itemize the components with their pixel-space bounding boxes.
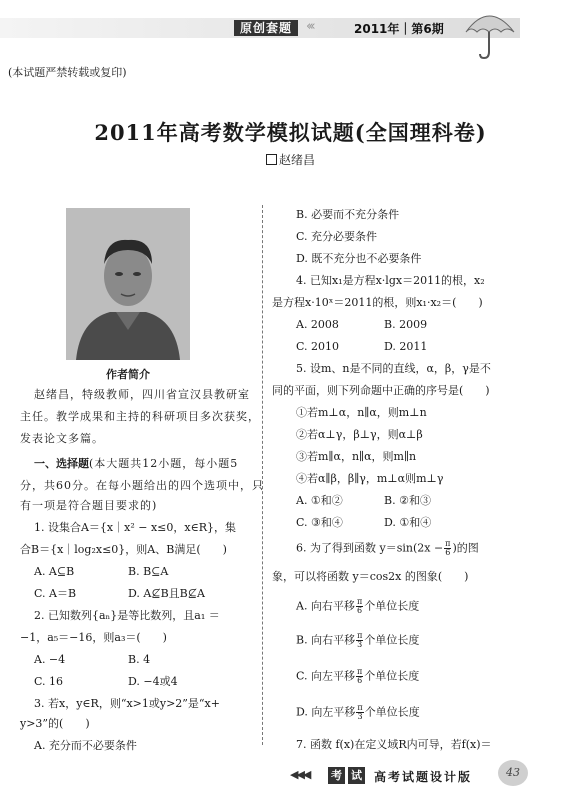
q4-option-d: D. 2011 bbox=[384, 340, 428, 353]
q3-option-d: D. 既不充分也不必要条件 bbox=[296, 252, 422, 265]
fraction-denominator: 6 bbox=[357, 676, 363, 685]
q6-option-d-text: D. 向左平移 bbox=[296, 705, 356, 719]
q4-stem-2: 是方程x·10ˣ＝2011的根，则x₁·x₂＝( ) bbox=[272, 296, 483, 309]
q2-option-b: B. 4 bbox=[128, 653, 151, 666]
section-intro-2: 分，共60分。在每小题给出的四个选项中，只 bbox=[20, 479, 264, 492]
footer-badge-1: 考 bbox=[328, 767, 345, 784]
q5-option-c: C. ③和④ bbox=[296, 516, 343, 529]
q5-statement-3: ③若m∥α，n∥α，则m∥n bbox=[296, 450, 417, 463]
q2-option-a: A. −4 bbox=[34, 653, 66, 666]
q1-option-d: D. A⊈B且B⊈A bbox=[128, 587, 205, 600]
q2-option-d: D. −4或4 bbox=[128, 675, 178, 688]
q5-option-b: B. ②和③ bbox=[384, 494, 431, 507]
bio-line-3: 发表论文多篇。 bbox=[20, 432, 104, 445]
section-intro-3: 有一项是符合题目要求的) bbox=[20, 499, 158, 512]
q4-option-b: B. 2009 bbox=[384, 318, 428, 331]
unit-suffix: 个单位长度 bbox=[364, 599, 420, 613]
chevron-decoration: ‹‹‹ bbox=[306, 19, 313, 34]
issue-label: 2011年｜第6期 bbox=[354, 22, 444, 36]
q6-stem-2: 象，可以将函数 y＝cos2x 的图象( ) bbox=[272, 570, 469, 583]
paper-title: 2011年高考数学模拟试题(全国理科卷) bbox=[94, 120, 487, 145]
q5-stem-1: 5. 设m、n是不同的直线，α，β，γ是不 bbox=[296, 362, 491, 375]
copyright-notice: (本试题严禁转载或复印) bbox=[8, 66, 127, 79]
q6-option-a-text: A. 向右平移 bbox=[296, 599, 355, 613]
q5-option-d: D. ①和④ bbox=[384, 516, 432, 529]
page-number: 43 bbox=[498, 760, 528, 786]
q1-stem-2: 合B＝{x｜log₂x≤0}，则A、B满足( ) bbox=[20, 543, 227, 556]
fraction-pi-6 bbox=[356, 668, 363, 685]
author-line bbox=[0, 151, 581, 168]
q1-option-a: A. A⊆B bbox=[34, 565, 75, 578]
bio-line-2: 主任。教学成果和主持的科研项目多次获奖， bbox=[20, 410, 260, 423]
q6-option-d bbox=[296, 704, 420, 721]
fraction-denominator: 3 bbox=[357, 712, 363, 721]
section-intro: (本大题共12小题，每小题5 bbox=[89, 457, 239, 470]
q1-stem-1: 1. 设集合A＝{x｜x² − x≤0，x∈R}，集 bbox=[34, 521, 237, 534]
q5-stem-2: 同的平面，则下列命题中正确的序号是( ) bbox=[272, 384, 490, 397]
section-heading-line bbox=[34, 457, 238, 471]
q4-option-a: A. 2008 bbox=[296, 318, 339, 331]
fraction-numerator: π bbox=[357, 631, 363, 640]
photo-caption: 作者简介 bbox=[106, 368, 150, 381]
q3-stem-2: y>3”的( ) bbox=[20, 717, 90, 730]
q2-stem-1: 2. 已知数列{aₙ}是等比数列，且a₁ ＝ bbox=[34, 609, 220, 622]
q3-option-b: B. 必要而不充分条件 bbox=[296, 208, 400, 221]
q1-option-c: C. A＝B bbox=[34, 587, 77, 600]
footer-arrows-icon: ◀◀◀ bbox=[290, 768, 310, 781]
q6-stem-1 bbox=[296, 540, 479, 557]
q6-option-c-text: C. 向左平移 bbox=[296, 669, 356, 683]
fraction-denominator: 6 bbox=[357, 606, 363, 615]
author-name: 赵绪昌 bbox=[278, 153, 315, 167]
q5-statement-4: ④若α∥β，β∥γ，m⊥α则m⊥γ bbox=[296, 472, 444, 485]
q6-option-a bbox=[296, 598, 419, 615]
q5-statement-1: ①若m⊥α，n∥α，则m⊥n bbox=[296, 406, 427, 419]
fraction-numerator: π bbox=[445, 539, 451, 548]
section-heading: 一、选择题 bbox=[34, 457, 89, 470]
fraction-denominator: 3 bbox=[357, 640, 363, 649]
square-bullet-icon bbox=[266, 154, 277, 165]
umbrella-icon bbox=[460, 2, 518, 62]
q3-option-a: A. 充分而不必要条件 bbox=[34, 739, 137, 752]
q6-option-c bbox=[296, 668, 419, 685]
q3-stem-1: 3. 若x，y∈R，则“x>1或y>2”是“x+ bbox=[34, 697, 220, 710]
q6-stem-pre: 6. 为了得到函数 y＝sin(2x − bbox=[296, 541, 444, 555]
fraction-denominator: 6 bbox=[445, 548, 451, 557]
fraction-pi-3 bbox=[356, 704, 363, 721]
q6-option-b-text: B. 向右平移 bbox=[296, 633, 356, 647]
fraction-numerator: π bbox=[357, 667, 363, 676]
fraction-pi-6 bbox=[444, 540, 451, 557]
q5-statement-2: ②若α⊥γ，β⊥γ，则α⊥β bbox=[296, 428, 423, 441]
footer-badge-2: 试 bbox=[348, 767, 365, 784]
q7-stem-1: 7. 函数 f(x)在定义域R内可导，若f(x)＝ bbox=[296, 738, 492, 751]
column-tag: 原创套题 bbox=[234, 20, 298, 36]
q5-option-a: A. ①和② bbox=[296, 494, 343, 507]
author-photo bbox=[66, 208, 190, 360]
unit-suffix: 个单位长度 bbox=[364, 669, 420, 683]
q2-stem-2: −1，a₅＝−16，则a₃＝( ) bbox=[20, 631, 167, 644]
fraction-numerator: π bbox=[357, 703, 363, 712]
q4-stem-1: 4. 已知x₁是方程x·lgx＝2011的根，x₂ bbox=[296, 274, 485, 287]
q3-option-c: C. 充分必要条件 bbox=[296, 230, 378, 243]
bio-line-1: 赵绪昌，特级教师，四川省宣汉县教研室 bbox=[34, 388, 250, 401]
footer-title: 高考试题设计版 bbox=[374, 770, 473, 784]
q4-option-c: C. 2010 bbox=[296, 340, 340, 353]
unit-suffix: 个单位长度 bbox=[364, 633, 420, 647]
q6-stem-post: )的图 bbox=[452, 541, 479, 555]
q6-option-b bbox=[296, 632, 419, 649]
q1-option-b: B. B⊆A bbox=[128, 565, 169, 578]
fraction-pi-6 bbox=[356, 598, 363, 615]
fraction-pi-3 bbox=[356, 632, 363, 649]
column-divider bbox=[262, 205, 263, 745]
unit-suffix: 个单位长度 bbox=[364, 705, 420, 719]
q2-option-c: C. 16 bbox=[34, 675, 64, 688]
fraction-numerator: π bbox=[356, 597, 363, 606]
